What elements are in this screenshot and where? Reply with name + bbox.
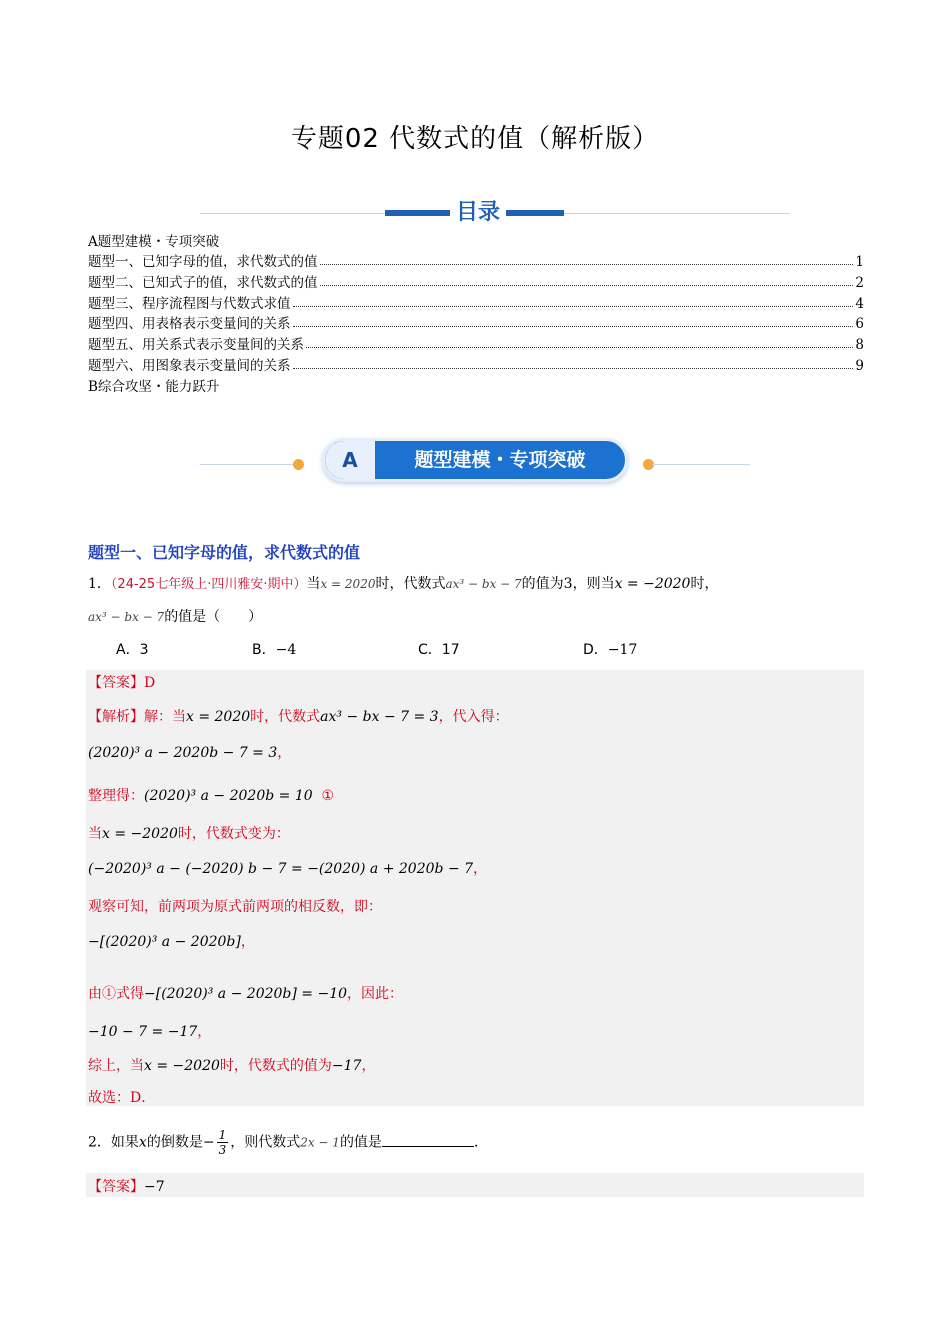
choice-b[interactable]: B．−4 <box>252 642 297 658</box>
toc-item[interactable]: B综合攻坚・能力跃升 <box>88 378 220 395</box>
choice-c[interactable]: C．17 <box>418 642 460 658</box>
banner-text: 题型建模・专项突破 <box>414 449 586 471</box>
analysis-line: 观察可知，前两项为原式前两项的相反数，即： <box>88 899 382 915</box>
choice-a[interactable]: A．3 <box>116 642 149 658</box>
question-2: 2．如果x的倒数是− $\frac{1}{3}$ ，则代数式2x − 1的值是 ． <box>88 1128 488 1157</box>
toc-item[interactable]: 题型六、用图象表示变量间的关系 9 <box>88 357 864 374</box>
analysis-line: 故选：D． <box>88 1090 156 1106</box>
analysis-line: 【解析】解：当x = 2020时，代数式ax³ − bx − 7 = 3，代入得： <box>88 709 509 725</box>
answer-blank[interactable] <box>382 1133 474 1147</box>
analysis-line: (−2020)³ a − (−2020) b − 7 = −(2020) a + 2020b − 7， <box>88 861 488 877</box>
toc-item[interactable]: A题型建模・专项突破 <box>88 233 220 250</box>
question-1-line2: ax³ − bx − 7的值是（ ） <box>88 609 263 625</box>
banner-badge: A <box>325 441 375 479</box>
analysis-line: 当x = −2020时，代数式变为： <box>88 826 290 842</box>
section-heading: 题型一、已知字母的值，求代数式的值 <box>88 543 361 562</box>
toc-item[interactable]: 题型三、程序流程图与代数式求值 4 <box>88 295 864 312</box>
analysis-line: −10 − 7 = −17， <box>88 1024 212 1040</box>
analysis-line: 由①式得−[(2020)³ a − 2020b] = −10，因此： <box>88 986 404 1002</box>
question-1: 1．（24-25七年级上·四川雅安·期中）当x = 2020时，代数式ax³ − bx − 7的值为3，则当x = −2020时， <box>88 576 719 592</box>
answer-line: 【答案】−7 <box>88 1179 165 1195</box>
toc-item[interactable]: 题型一、已知字母的值，求代数式的值 1 <box>88 254 864 271</box>
fraction: $\frac{1}{3}$ <box>218 1128 227 1157</box>
choice-d[interactable]: D．−17 <box>583 642 638 658</box>
table-of-contents <box>88 229 864 395</box>
question-source: （24-25七年级上·四川雅安·期中） <box>110 577 307 592</box>
toc-item[interactable]: 题型四、用表格表示变量间的关系 6 <box>88 316 864 333</box>
toc-item[interactable]: 题型五、用关系式表示变量间的关系 8 <box>88 337 864 354</box>
section-banner <box>200 436 750 484</box>
analysis-line: −[(2020)³ a − 2020b]， <box>88 934 255 950</box>
analysis-line: 综上，当x = −2020时，代数式的值为−17， <box>88 1058 376 1074</box>
banner-left-dot <box>293 459 304 470</box>
analysis-line: (2020)³ a − 2020b − 7 = 3， <box>88 745 292 761</box>
banner-pill <box>322 438 628 482</box>
answer-box <box>86 1173 864 1197</box>
answer-line: 【答案】D <box>88 675 156 691</box>
toc-header <box>200 195 790 231</box>
analysis-line: 整理得：(2020)³ a − 2020b = 10 ① <box>88 788 335 804</box>
page-title: 专题02 代数式的值（解析版） <box>290 124 660 154</box>
toc-item[interactable]: 题型二、已知式子的值，求代数式的值 2 <box>88 275 864 292</box>
toc-title: 目录 <box>455 200 500 225</box>
